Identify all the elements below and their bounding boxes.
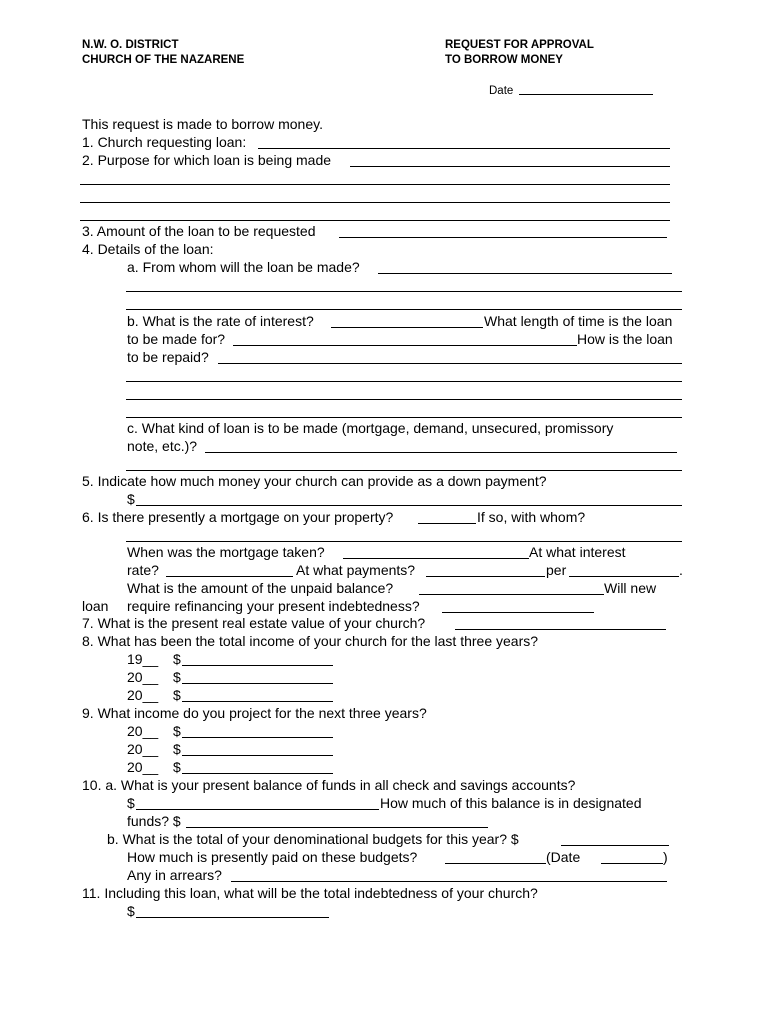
q2-label: 2. Purpose for which loan is being made xyxy=(82,152,332,168)
income-past-2-field[interactable] xyxy=(182,683,333,684)
q7-label: 7. What is the present real estate value of your church? xyxy=(82,615,426,631)
budgets-paid-field[interactable] xyxy=(445,863,546,864)
interest-rate-field[interactable] xyxy=(331,327,483,328)
q10b-date-open: (Date xyxy=(546,849,581,865)
q8-year-3: 20__ xyxy=(127,687,159,703)
q9-year-2: 20__ xyxy=(127,741,159,757)
q4b-how-is-label: How is the loan xyxy=(577,331,673,347)
unpaid-balance-field[interactable] xyxy=(419,594,604,595)
real-estate-value-field[interactable] xyxy=(455,629,666,630)
mortgage-date-field[interactable] xyxy=(343,558,529,559)
mortgage-payments-field[interactable] xyxy=(426,576,545,577)
q11-label: 11. Including this loan, what will be the total indebtedness of your church? xyxy=(82,885,538,901)
purpose-line-4[interactable] xyxy=(80,220,670,221)
q8-year-2: 20__ xyxy=(127,669,159,685)
q3-label: 3. Amount of the loan to be requested xyxy=(82,223,316,239)
q9-dollar-3: $ xyxy=(173,759,181,775)
purpose-field[interactable] xyxy=(350,166,670,167)
q9-year-3: 20__ xyxy=(127,759,159,775)
q10b-paid-label: How much is presently paid on these budgets? xyxy=(127,849,418,865)
q4c-label-line2: note, etc.)? xyxy=(127,438,198,454)
loan-kind-field[interactable] xyxy=(205,452,677,453)
arrears-field[interactable] xyxy=(231,881,667,882)
date-label: Date xyxy=(489,85,514,97)
q4b-rate-label: b. What is the rate of interest? xyxy=(127,313,314,329)
q8-dollar-1: $ xyxy=(173,651,181,667)
income-projected-2-field[interactable] xyxy=(182,755,333,756)
total-indebtedness-field[interactable] xyxy=(136,917,329,918)
repayment-line-2[interactable] xyxy=(126,381,682,382)
form-title-line1: REQUEST FOR APPROVAL xyxy=(445,39,594,51)
q4-label: 4. Details of the loan: xyxy=(82,241,214,257)
income-past-1-field[interactable] xyxy=(182,665,333,666)
q6-payments-label: At what payments? xyxy=(296,562,416,578)
income-past-3-field[interactable] xyxy=(182,701,333,702)
loan-amount-field[interactable] xyxy=(339,237,667,238)
fund-balance-field[interactable] xyxy=(136,809,379,810)
q5-dollar: $ xyxy=(127,491,135,507)
lender-line-3[interactable] xyxy=(126,309,682,310)
mortgage-holder-field[interactable] xyxy=(126,541,682,542)
church-name: CHURCH OF THE NAZARENE xyxy=(82,54,245,66)
q6-unpaid-label: What is the amount of the unpaid balance? xyxy=(127,580,394,596)
q10a-funds-label: funds? $ xyxy=(127,813,181,829)
church-requesting-field[interactable] xyxy=(258,148,670,149)
q8-year-1: 19__ xyxy=(127,651,159,667)
q5-label: 5. Indicate how much money your church can provide as a down payment? xyxy=(82,473,547,489)
q10a-dollar: $ xyxy=(127,795,135,811)
q4b-repaid-label: to be repaid? xyxy=(127,349,209,365)
q9-dollar-1: $ xyxy=(173,723,181,739)
q9-year-1: 20__ xyxy=(127,723,159,739)
q6-will-new-label: Will new xyxy=(604,580,657,596)
q10b-date-close: ) xyxy=(663,849,668,865)
q8-dollar-2: $ xyxy=(173,669,181,685)
q6-rate-label: rate? xyxy=(127,562,159,578)
q9-dollar-2: $ xyxy=(173,741,181,757)
repayment-line-3[interactable] xyxy=(126,399,682,400)
q10a-designated-label: How much of this balance is in designated xyxy=(380,795,642,811)
mortgage-rate-field[interactable] xyxy=(166,576,293,577)
form-title-line2: TO BORROW MONEY xyxy=(445,54,563,66)
budgets-date-field[interactable] xyxy=(601,863,663,864)
q4b-length-label: What length of time is the loan xyxy=(484,313,673,329)
q4a-label: a. From whom will the loan be made? xyxy=(127,259,360,275)
payment-period-field[interactable] xyxy=(569,576,679,577)
repayment-field[interactable] xyxy=(218,363,682,364)
income-projected-3-field[interactable] xyxy=(182,773,333,774)
budgets-total-field[interactable] xyxy=(561,845,669,846)
lender-field[interactable] xyxy=(378,273,672,274)
district-name: N.W. O. DISTRICT xyxy=(82,39,179,51)
repayment-line-4[interactable] xyxy=(126,417,682,418)
loan-kind-line-2[interactable] xyxy=(126,470,682,471)
income-projected-1-field[interactable] xyxy=(182,737,333,738)
down-payment-field[interactable] xyxy=(136,505,682,506)
q6-interest-label: At what interest xyxy=(529,544,626,560)
q10b-arrears-label: Any in arrears? xyxy=(127,867,222,883)
lender-line-2[interactable] xyxy=(126,291,682,292)
q9-label: 9. What income do you project for the next three years? xyxy=(82,705,427,721)
q10a-label: 10. a. What is your present balance of funds in all check and savings accounts? xyxy=(82,777,576,793)
q8-label: 8. What has been the total income of your church for the last three years? xyxy=(82,633,539,649)
q11-dollar: $ xyxy=(127,903,135,919)
q1-label: 1. Church requesting loan: xyxy=(82,134,247,150)
q6-period-mark: . xyxy=(679,562,683,578)
q6-loan-word: loan xyxy=(82,598,109,614)
q10b-label: b. What is the total of your denominational budgets for this year? $ xyxy=(107,831,519,847)
purpose-line-2[interactable] xyxy=(80,184,670,185)
designated-funds-field[interactable] xyxy=(186,827,488,828)
q6-label: 6. Is there presently a mortgage on your property? xyxy=(82,509,394,525)
q4c-label-line1: c. What kind of loan is to be made (mortgage, demand, unsecured, promissory xyxy=(127,420,614,436)
date-field[interactable] xyxy=(519,94,653,95)
q8-dollar-3: $ xyxy=(173,687,181,703)
refinancing-field[interactable] xyxy=(442,612,594,613)
loan-length-field[interactable] xyxy=(233,345,577,346)
mortgage-yes-no-field[interactable] xyxy=(418,523,476,524)
q6-refinancing-label: require refinancing your present indebtedness? xyxy=(127,598,420,614)
q6-per-label: per xyxy=(546,562,567,578)
purpose-line-3[interactable] xyxy=(80,202,670,203)
q6-when-taken-label: When was the mortgage taken? xyxy=(127,544,325,560)
intro-text: This request is made to borrow money. xyxy=(82,116,323,132)
q4b-made-for-label: to be made for? xyxy=(127,331,226,347)
q6-if-so-label: If so, with whom? xyxy=(477,509,586,525)
